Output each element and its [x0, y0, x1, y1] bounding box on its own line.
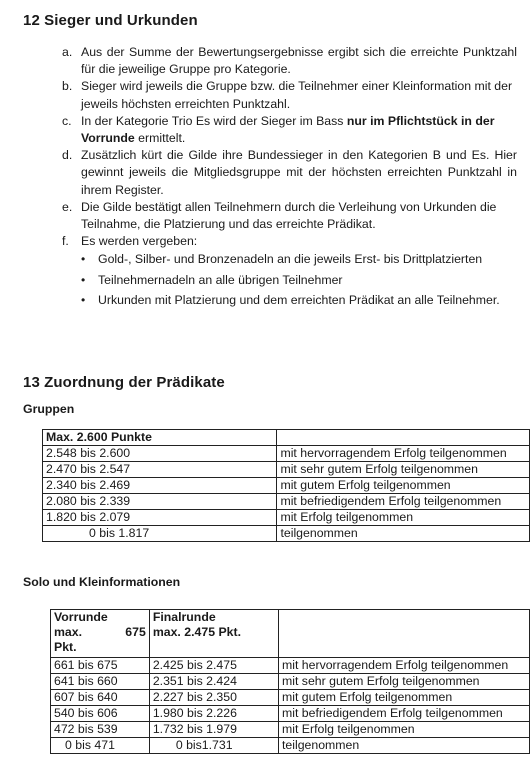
table-header-cell: Max. 2.600 Punkte	[43, 430, 277, 446]
rating-cell: mit gutem Erfolg teilgenommen	[277, 478, 530, 494]
list-item-text: Sieger wird jeweils die Gruppe bzw. die Teilnehmer einer Kleinformation mit der jeweils höchsten erreichten Punktzahl.	[81, 79, 513, 111]
finalrunde-max: max. 2.475 Pkt.	[152, 625, 241, 639]
vorrunde-range-cell: 661 bis 675	[51, 658, 150, 674]
vorrunde-max-value: 675	[125, 625, 146, 639]
list-item-f	[62, 233, 517, 310]
range-cell: 2.548 bis 2.600	[43, 446, 277, 462]
vorrunde-range-cell: 0 bis 471	[51, 738, 150, 754]
list-item-text: Zusätzlich kürt die Gilde ihre Bundessieger in den Kategorien B und Es. Hier gewinnt jeweils die Mitgliedsgruppe mit der höchsten erreichten Punktzahl in ihrem Register.	[81, 148, 517, 197]
bullet-text: Urkunden mit Platzierung und dem erreichten Prädikat an alle Teilnehmer.	[98, 293, 500, 308]
emphasis-text: in der Vorrunde	[81, 113, 495, 146]
range-cell: 1.820 bis 2.079	[43, 510, 277, 526]
list-marker: b.	[62, 79, 73, 94]
section-13-title: 13 Zuordnung der Prädikate	[23, 374, 225, 391]
bullet-text: Gold-, Silber- und Bronzenadeln an die jeweils Erst- bis Drittplatzierten	[98, 252, 483, 267]
list-item-a	[62, 44, 517, 78]
list-item-text: Die Gilde bestätigt allen Teilnehmern durch die Verleihung von Urkunden die Teilnahme, die Platzierung und das erreichte Prädikat.	[81, 199, 497, 232]
finalrunde-range-cell: 2.227 bis 2.350	[149, 690, 278, 706]
solo-table	[50, 609, 530, 754]
finalrunde-header-cell	[149, 610, 278, 658]
vorrunde-max-row	[54, 625, 146, 640]
table-row	[43, 494, 530, 510]
list-item-d	[62, 147, 517, 199]
finalrunde-range-cell: 2.425 bis 2.475	[149, 658, 278, 674]
range-cell: 2.080 bis 2.339	[43, 494, 277, 510]
table-header-row	[51, 610, 530, 658]
list-item-text: Es werden vergeben:	[81, 234, 198, 249]
vorrunde-range-cell: 472 bis 539	[51, 722, 150, 738]
rating-cell: mit befriedigendem Erfolg teilgenommen	[277, 494, 530, 510]
rating-cell: mit Erfolg teilgenommen	[277, 510, 530, 526]
finalrunde-range-cell: 1.980 bis 2.226	[149, 706, 278, 722]
vorrunde-label: Vorrunde	[54, 610, 108, 624]
range-cell: 2.340 bis 2.469	[43, 478, 277, 494]
table-row	[51, 658, 530, 674]
list-item-text: Aus der Summe der Bewertungsergebnisse ergibt sich die erreichte Punktzahl für die jeweilige Gruppe pro Kategorie.	[81, 45, 517, 77]
rating-cell: mit hervorragendem Erfolg teilgenommen	[277, 446, 530, 462]
range-cell: 0 bis 1.817	[43, 526, 277, 542]
table-row	[43, 510, 530, 526]
bullet-item	[81, 272, 517, 290]
list-marker: a.	[62, 45, 73, 59]
section-12-title: 12 Sieger und Urkunden	[23, 12, 198, 29]
rating-cell: mit sehr gutem Erfolg teilgenommen	[277, 462, 530, 478]
list-marker: d.	[62, 148, 73, 163]
finalrunde-range-cell: 2.351 bis 2.424	[149, 674, 278, 690]
groups-heading: Gruppen	[23, 402, 75, 416]
list-marker: c.	[62, 113, 72, 128]
table-header-cell-empty	[278, 610, 529, 658]
list-item-c	[62, 113, 517, 147]
vorrunde-unit: Pkt.	[54, 640, 77, 654]
vorrunde-range-cell: 607 bis 640	[51, 690, 150, 706]
groups-table	[42, 429, 530, 542]
rating-cell: mit gutem Erfolg teilgenommen	[278, 690, 529, 706]
table-row	[43, 462, 530, 478]
list-item-text: ermittelt.	[134, 131, 186, 146]
bullet-icon: •	[81, 252, 86, 267]
table-row	[51, 738, 530, 754]
section-12-list	[62, 44, 517, 313]
table-header-cell-empty	[277, 430, 530, 446]
table-row	[43, 478, 530, 494]
finalrunde-label: Finalrunde	[152, 610, 216, 624]
rating-cell: mit Erfolg teilgenommen	[278, 722, 529, 738]
solo-heading: Solo und Kleinformationen	[23, 575, 181, 589]
table-row	[43, 526, 530, 542]
bullet-icon: •	[81, 272, 86, 287]
table-header-row	[43, 430, 530, 446]
list-marker: e.	[62, 199, 73, 214]
vorrunde-range-cell: 540 bis 606	[51, 706, 150, 722]
bullet-text: Teilnehmernadeln an alle übrigen Teilnehmer	[98, 272, 343, 287]
finalrunde-range-cell: 0 bis1.731	[149, 738, 278, 754]
vorrunde-max-label: max.	[54, 625, 83, 639]
emphasis-text: nur im Pflichtstück	[346, 113, 458, 128]
table-row	[51, 690, 530, 706]
awards-bullet-list	[81, 251, 517, 310]
range-cell: 2.470 bis 2.547	[43, 462, 277, 478]
table-row	[51, 706, 530, 722]
bullet-item	[81, 251, 517, 269]
bullet-item	[81, 292, 517, 310]
table-row	[51, 722, 530, 738]
list-item-text: In der Kategorie Trio Es wird der Sieger im Bass	[81, 113, 347, 128]
vorrunde-header-cell	[51, 610, 150, 658]
table-row	[43, 446, 530, 462]
list-item-b	[62, 78, 517, 112]
vorrunde-range-cell: 641 bis 660	[51, 674, 150, 690]
rating-cell: teilgenommen	[278, 738, 529, 754]
table-row	[51, 674, 530, 690]
rating-cell: mit befriedigendem Erfolg teilgenommen	[278, 706, 529, 722]
rating-cell: mit hervorragendem Erfolg teilgenommen	[278, 658, 529, 674]
rating-cell: teilgenommen	[277, 526, 530, 542]
finalrunde-range-cell: 1.732 bis 1.979	[149, 722, 278, 738]
list-item-e	[62, 199, 517, 233]
bullet-icon: •	[81, 293, 86, 308]
list-marker: f.	[62, 234, 69, 249]
rating-cell: mit sehr gutem Erfolg teilgenommen	[278, 674, 529, 690]
